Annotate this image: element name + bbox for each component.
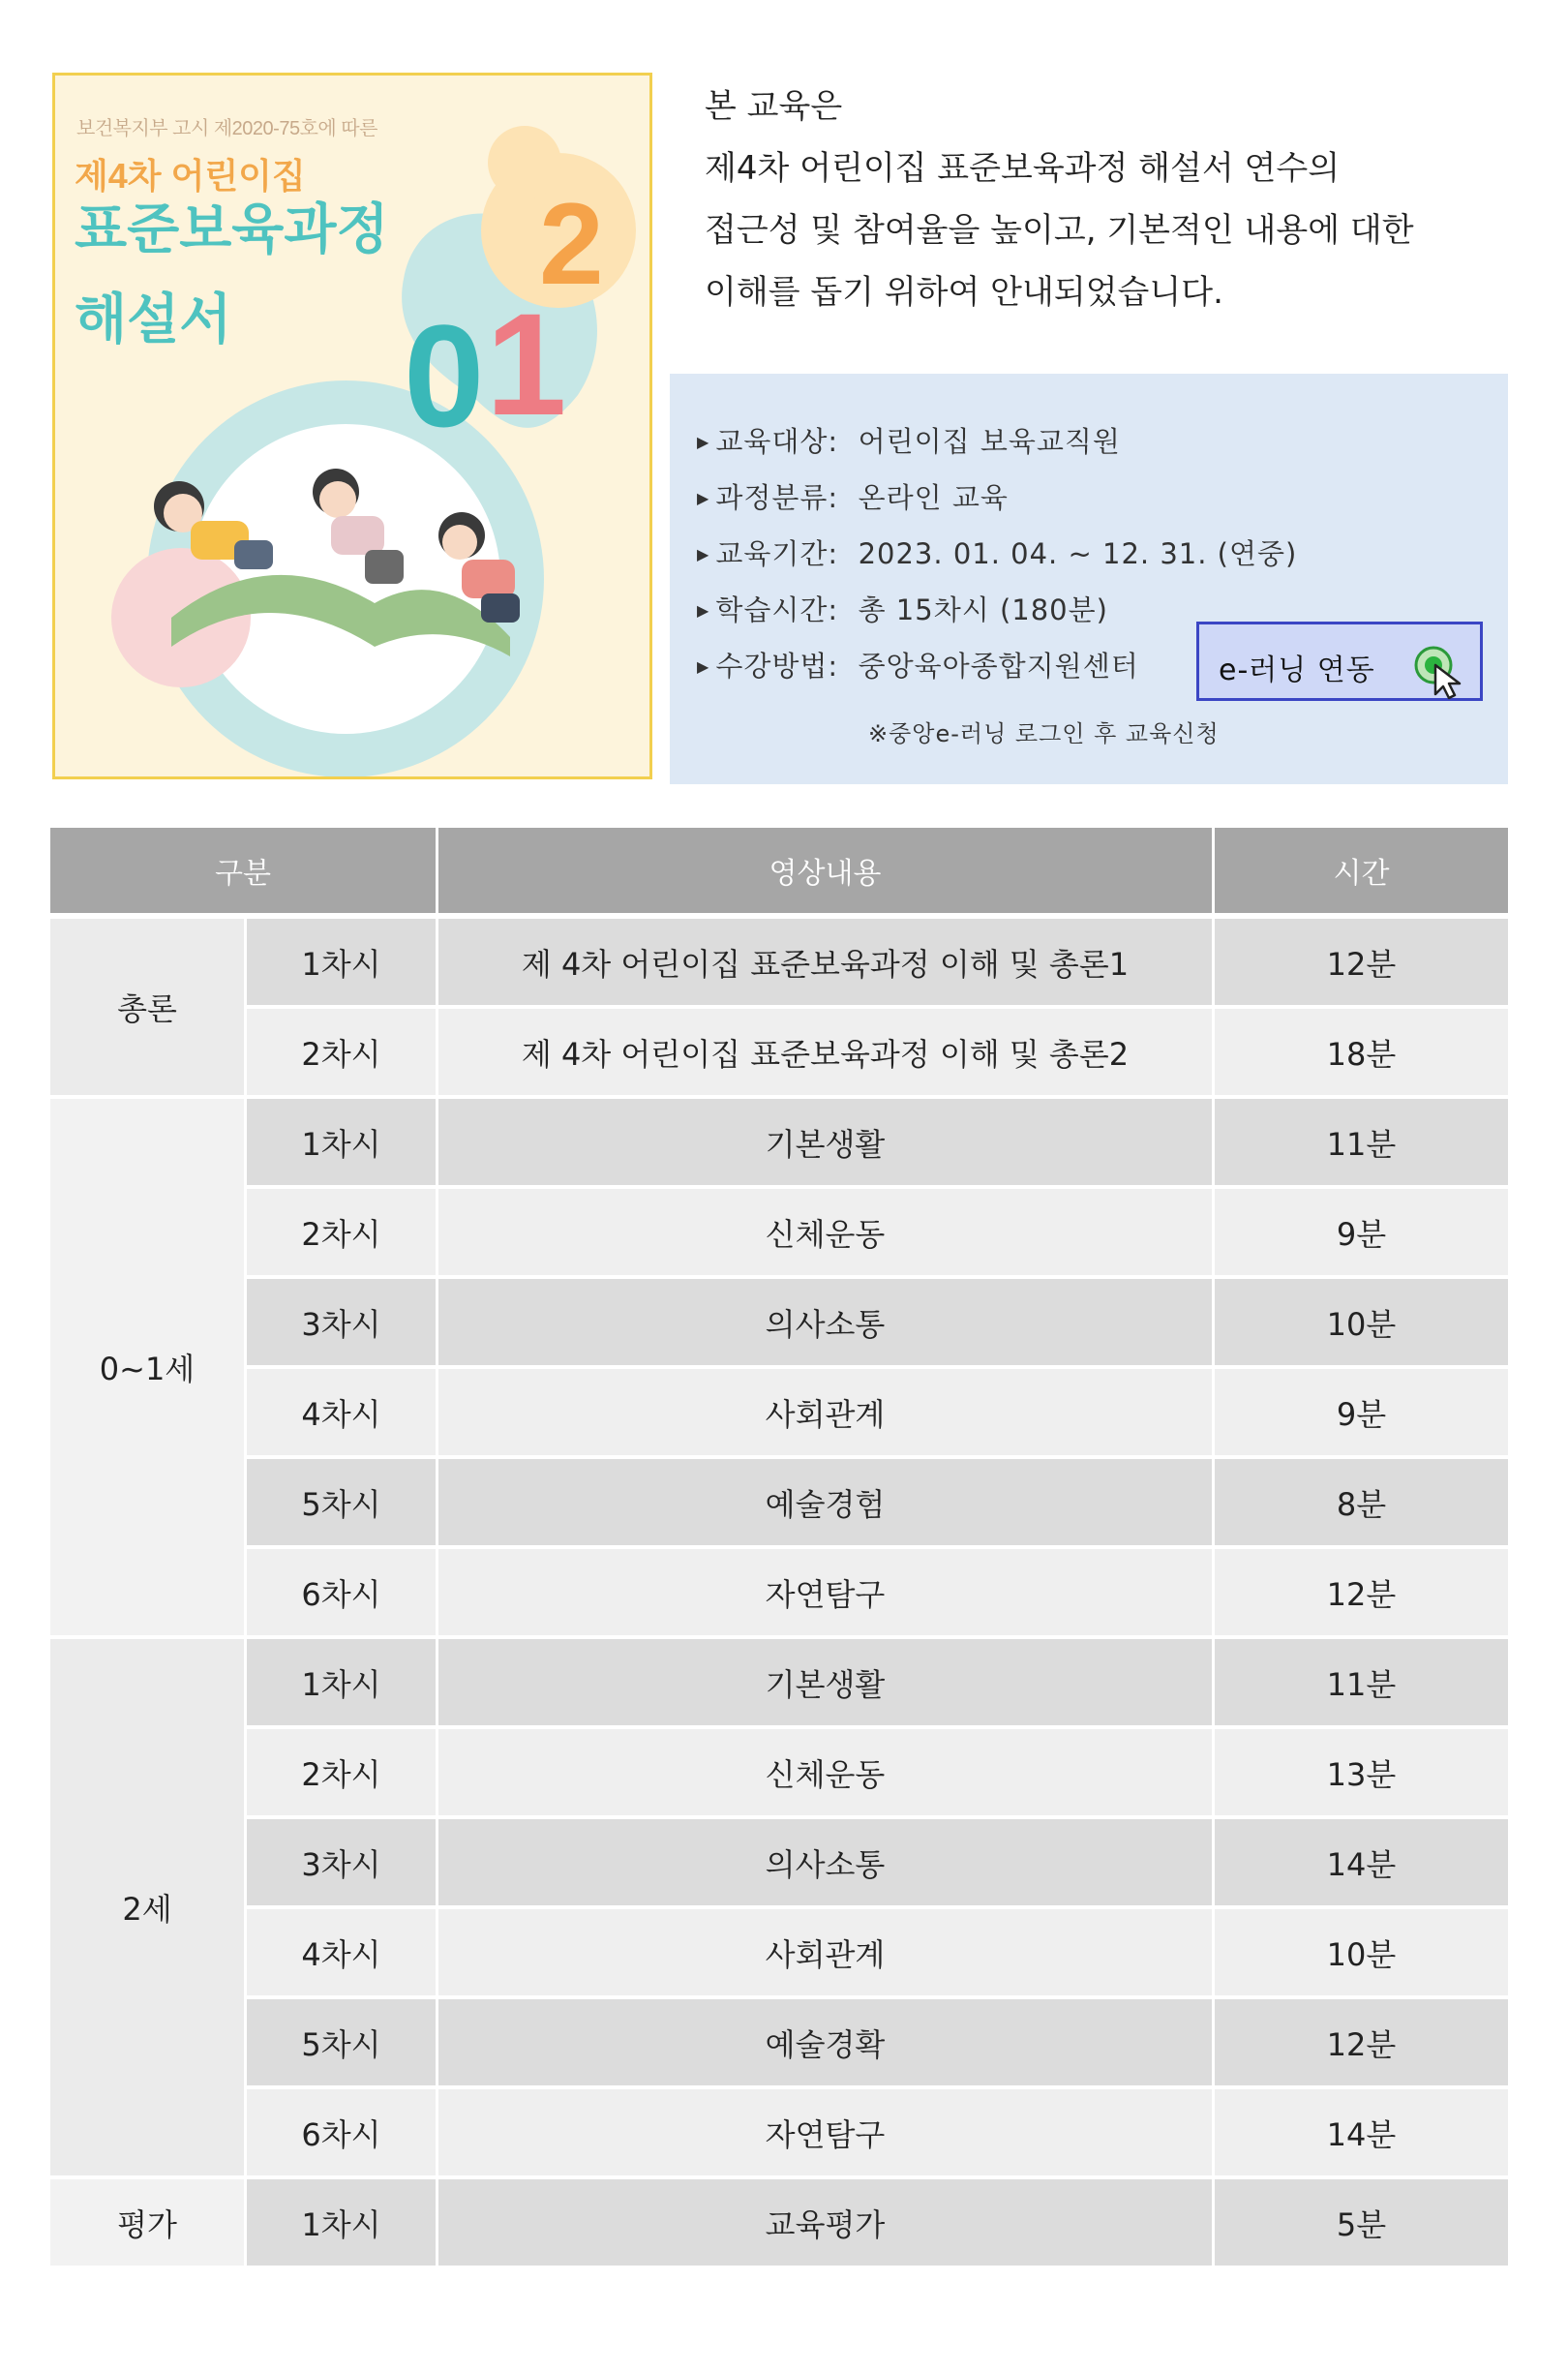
info-value: 어린이집 보육교직원 — [858, 425, 1121, 458]
content-cell: 예술경확 — [438, 1999, 1215, 2089]
time-cell: 8분 — [1215, 1459, 1508, 1549]
elearning-button-label: e-러닝 연동 — [1219, 654, 1375, 687]
time-cell: 5분 — [1215, 2179, 1508, 2269]
header-category: 구분 — [50, 828, 438, 919]
intro-paragraph — [705, 76, 1537, 323]
info-label: 학습시간: — [715, 593, 839, 626]
session-cell: 6차시 — [247, 2089, 438, 2179]
cover-digit-0: 0 — [404, 294, 485, 457]
course-info-box — [670, 374, 1508, 784]
info-row-method — [697, 645, 1139, 684]
intro-line: 접근성 및 참여율을 높이고, 기본적인 내용에 대한 — [705, 211, 1414, 250]
info-label: 교육기간: — [715, 537, 839, 570]
time-cell: 9분 — [1215, 1189, 1508, 1279]
session-cell: 1차시 — [247, 2179, 438, 2269]
cover-digit-2: 2 — [539, 179, 604, 309]
content-cell: 의사소통 — [438, 1279, 1215, 1369]
cover-title-line2: 표준보육과정 — [75, 198, 389, 259]
bullet-arrow-icon: ▶ — [697, 489, 710, 507]
session-cell: 3차시 — [247, 1819, 438, 1909]
book-cover-image — [52, 73, 652, 779]
header-content: 영상내용 — [438, 828, 1215, 919]
table-row — [50, 1459, 1508, 1549]
info-value: 2023. 01. 04. ~ 12. 31. (연중) — [858, 537, 1298, 570]
time-cell: 11분 — [1215, 1639, 1508, 1729]
session-cell: 5차시 — [247, 1459, 438, 1549]
session-cell: 2차시 — [247, 1729, 438, 1819]
session-cell: 2차시 — [247, 1189, 438, 1279]
table-row — [50, 1189, 1508, 1279]
session-cell: 1차시 — [247, 919, 438, 1009]
table-row — [50, 1099, 1508, 1189]
content-cell: 제 4차 어린이집 표준보육과정 이해 및 총론1 — [438, 919, 1215, 1009]
time-cell: 9분 — [1215, 1369, 1508, 1459]
info-row-category — [697, 476, 1009, 516]
session-cell: 5차시 — [247, 1999, 438, 2089]
session-cell: 4차시 — [247, 1909, 438, 1999]
group-cell: 0~1세 — [50, 1099, 247, 1639]
intro-line: 본 교육은 — [705, 87, 843, 126]
table-row — [50, 2179, 1508, 2269]
content-cell: 예술경험 — [438, 1459, 1215, 1549]
info-row-period — [697, 532, 1297, 572]
session-cell: 1차시 — [247, 1099, 438, 1189]
info-value: 중앙육아종합지원센터 — [858, 650, 1139, 683]
session-cell: 4차시 — [247, 1369, 438, 1459]
bullet-arrow-icon: ▶ — [697, 545, 710, 563]
elearning-link-button[interactable] — [1196, 622, 1483, 701]
info-label: 교육대상: — [715, 425, 839, 458]
cursor-click-icon — [1410, 644, 1478, 702]
enrollment-note: ※중앙e-러닝 로그인 후 교육신청 — [868, 720, 1220, 747]
content-cell: 의사소통 — [438, 1819, 1215, 1909]
bullet-arrow-icon: ▶ — [697, 657, 710, 676]
content-cell: 교육평가 — [438, 2179, 1215, 2269]
content-cell: 신체운동 — [438, 1189, 1215, 1279]
time-cell: 11분 — [1215, 1099, 1508, 1189]
intro-line: 이해를 돕기 위하여 안내되었습니다. — [705, 273, 1223, 312]
table-row — [50, 1279, 1508, 1369]
time-cell: 13분 — [1215, 1729, 1508, 1819]
info-row-duration — [697, 589, 1108, 628]
table-row — [50, 2089, 1508, 2179]
time-cell: 10분 — [1215, 1909, 1508, 1999]
time-cell: 12분 — [1215, 1999, 1508, 2089]
table-row — [50, 1639, 1508, 1729]
table-row — [50, 1909, 1508, 1999]
content-cell: 사회관계 — [438, 1909, 1215, 1999]
bullet-arrow-icon: ▶ — [697, 601, 710, 620]
time-cell: 12분 — [1215, 1549, 1508, 1639]
group-cell: 2세 — [50, 1639, 247, 2179]
time-cell: 14분 — [1215, 2089, 1508, 2179]
intro-line: 제4차 어린이집 표준보육과정 해설서 연수의 — [705, 149, 1341, 188]
info-value: 총 15차시 (180분) — [858, 593, 1108, 626]
cover-subtitle: 보건복지부 고시 제2020-75호에 따른 — [76, 118, 377, 139]
content-cell: 제 4차 어린이집 표준보육과정 이해 및 총론2 — [438, 1009, 1215, 1099]
group-cell: 평가 — [50, 2179, 247, 2269]
table-row — [50, 1819, 1508, 1909]
table-row — [50, 1009, 1508, 1099]
curriculum-table — [50, 828, 1508, 2269]
table-row — [50, 919, 1508, 1009]
info-label: 과정분류: — [715, 481, 839, 514]
content-cell: 사회관계 — [438, 1369, 1215, 1459]
session-cell: 3차시 — [247, 1279, 438, 1369]
content-cell: 자연탐구 — [438, 1549, 1215, 1639]
time-cell: 18분 — [1215, 1009, 1508, 1099]
time-cell: 10분 — [1215, 1279, 1508, 1369]
bullet-arrow-icon: ▶ — [697, 433, 710, 451]
header-time: 시간 — [1215, 828, 1508, 919]
time-cell: 12분 — [1215, 919, 1508, 1009]
session-cell: 6차시 — [247, 1549, 438, 1639]
table-header-row — [50, 828, 1508, 919]
table-row — [50, 1729, 1508, 1819]
cover-title-line1: 제4차 어린이집 — [75, 156, 306, 196]
session-cell: 1차시 — [247, 1639, 438, 1729]
info-row-target — [697, 420, 1121, 460]
content-cell: 기본생활 — [438, 1099, 1215, 1189]
table-row — [50, 1369, 1508, 1459]
info-value: 온라인 교육 — [858, 481, 1009, 514]
info-label: 수강방법: — [715, 650, 839, 683]
table-row — [50, 1999, 1508, 2089]
cover-digit-1: 1 — [486, 283, 567, 445]
time-cell: 14분 — [1215, 1819, 1508, 1909]
cover-title-line3: 해설서 — [75, 289, 232, 350]
table-row — [50, 1549, 1508, 1639]
session-cell: 2차시 — [247, 1009, 438, 1099]
content-cell: 자연탐구 — [438, 2089, 1215, 2179]
content-cell: 신체운동 — [438, 1729, 1215, 1819]
group-cell: 총론 — [50, 919, 247, 1099]
content-cell: 기본생활 — [438, 1639, 1215, 1729]
